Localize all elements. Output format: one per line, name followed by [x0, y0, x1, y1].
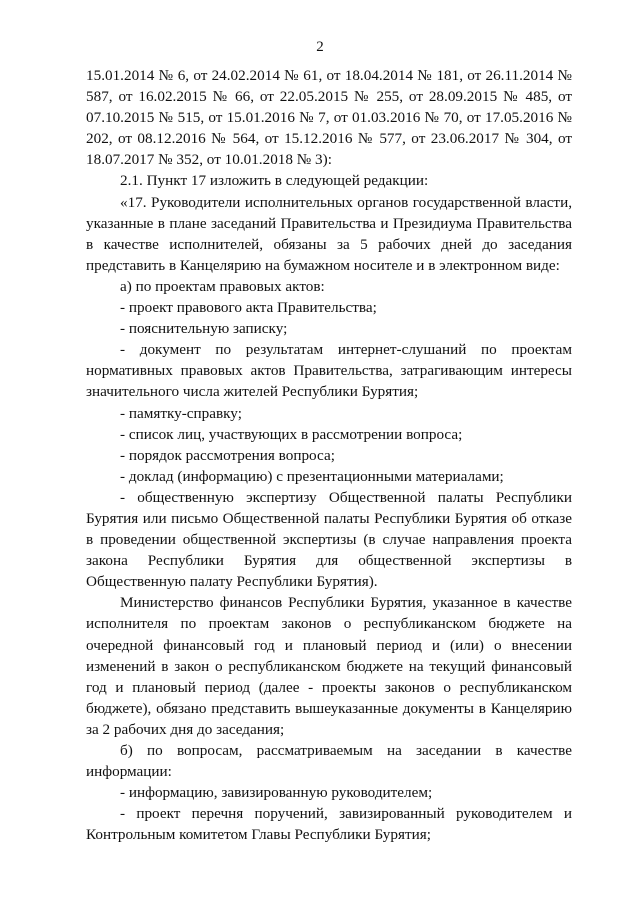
paragraph: - порядок рассмотрения вопроса;	[120, 446, 335, 464]
paragraph: - общественную экспертизу Общественной палаты Республики Бурятия или письмо Общественной палаты Республики Бурятия об отказе в проведении общественной экспертизы (в случае направления проекта закона Республики Бурятия для общественной экспертизы в Общественную палату Республики Бурятия).	[86, 488, 572, 591]
paragraph: а) по проектам правовых актов:	[120, 277, 325, 295]
paragraph: - проект правового акта Правительства;	[120, 299, 377, 317]
page-number: 2	[316, 39, 324, 55]
paragraph: - доклад (информацию) с презентационными материалами;	[120, 467, 504, 485]
paragraph: - список лиц, участвующих в рассмотрении вопроса;	[120, 425, 463, 443]
paragraph: Министерство финансов Республики Бурятия, указанное в качестве исполнителя по проектам законов о республиканском бюджете на очередной финансовый год и плановый период и (или) о внесении изменений в закон о республиканском бюджете на текущий финансовый год и плановый период (далее - проекты законов о республиканском бюджете), обязано представить вышеуказанные документы в Канцелярию за 2 рабочих дня до заседания;	[86, 594, 572, 738]
paragraph: - проект перечня поручений, завизированный руководителем и Контрольным комитетом Главы Республики Бурятия;	[86, 805, 572, 844]
paragraph: - пояснительную записку;	[120, 320, 288, 338]
paragraph: 15.01.2014 № 6, от 24.02.2014 № 61, от 18.04.2014 № 181, от 26.11.2014 № 587, от 16.02.2015 № 66, от 22.05.2015 № 255, от 28.09.2015 № 485, от 07.10.2015 № 515, от 15.01.2016 № 7, от 01.03.2016 № 70, от 17.05.2016 № 202, от 08.12.2016 № 564, от 15.12.2016 № 577, от 23.06.2017 № 304, от 18.07.2017 № 352, от 10.01.2018 № 3):	[86, 67, 572, 169]
paragraph: «17. Руководители исполнительных органов государственной власти, указанные в плане заседаний Правительства и Президиума Правительства в качестве исполнителей, обязаны за 5 рабочих дней до заседания представить в Канцелярию на бумажном носителе и в электронном виде:	[86, 193, 572, 274]
paragraph: б) по вопросам, рассматриваемым на заседании в качестве информации:	[86, 742, 572, 781]
document-body	[86, 65, 572, 845]
paragraph: - документ по результатам интернет-слушаний по проектам нормативных правовых актов Правительства, затрагивающим интересы значительного числа жителей Республики Бурятия;	[86, 341, 572, 401]
paragraph: - памятку-справку;	[120, 404, 242, 422]
paragraph: 2.1. Пункт 17 изложить в следующей редакции:	[120, 172, 429, 190]
paragraph: - информацию, завизированную руководителем;	[120, 784, 433, 802]
